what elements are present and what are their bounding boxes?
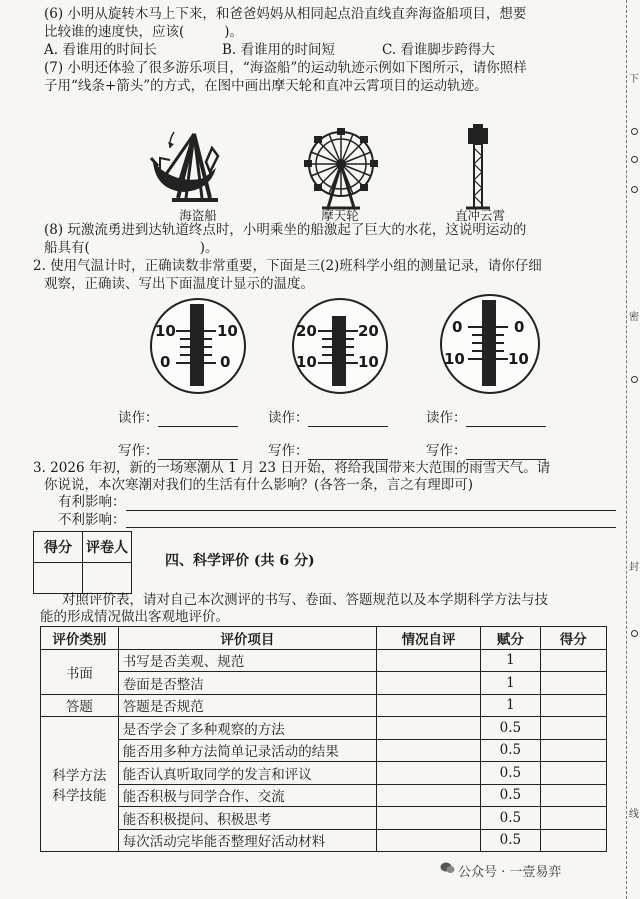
q7-text-line2: 子用“线条+箭头”的方式，在图中画出摩天轮和直冲云霄项目的运动轨迹。 xyxy=(44,78,488,94)
q8-text-line2: 船具有( )。 xyxy=(44,240,219,256)
read-answer-line[interactable] xyxy=(308,426,388,427)
score-cell[interactable] xyxy=(540,717,606,740)
table-header-row xyxy=(41,627,607,650)
write-label: 写作： xyxy=(268,443,309,459)
self-eval-cell[interactable] xyxy=(376,762,480,785)
item-cell: 能否用多种方法简单记录活动的结果 xyxy=(118,739,376,762)
item-cell: 书写是否美观、规范 xyxy=(118,649,376,672)
table-row xyxy=(41,762,607,785)
item-cell: 答题是否规范 xyxy=(118,694,376,717)
wechat-icon xyxy=(440,862,455,874)
q6-text-line1: (6) 小明从旋转木马上下来，和爸爸妈妈从相同起点沿直线直奔海盗船项目，想要 xyxy=(44,6,527,22)
header-self-eval: 情况自评 xyxy=(376,627,480,650)
item-cell: 是否学会了多种观察的方法 xyxy=(118,717,376,740)
scale-label: 20 xyxy=(358,322,379,340)
header-points: 赋分 xyxy=(481,627,540,650)
read-answer-line[interactable] xyxy=(466,426,546,427)
scale-label: 10 xyxy=(296,353,317,371)
drop-tower-image xyxy=(458,122,498,212)
scale-label: 10 xyxy=(358,353,379,371)
write-label: 写作： xyxy=(426,443,467,459)
binding-hole xyxy=(631,128,638,135)
table-row xyxy=(41,829,607,852)
points-cell: 1 xyxy=(481,694,540,717)
option-a[interactable]: A. 看谁用的时间长 xyxy=(44,42,157,58)
scale-label: 10 xyxy=(444,350,465,368)
self-eval-cell[interactable] xyxy=(376,672,480,695)
q3-text-line2: 你说说，本次寒潮对我们的生活有什么影响？(各答一条，言之有理即可) xyxy=(44,477,474,493)
item-cell: 能否积极与同学合作、交流 xyxy=(118,784,376,807)
caption-pirate-ship: 海盗船 xyxy=(179,208,217,223)
item-cell: 能否积极提问、积极思考 xyxy=(118,807,376,830)
scale-label: 20 xyxy=(296,322,317,340)
read-label: 读作： xyxy=(426,410,467,426)
binding-hole xyxy=(631,186,638,193)
self-eval-cell[interactable] xyxy=(376,649,480,672)
bad-effect-label: 不利影响： xyxy=(58,512,126,528)
read-label: 读作： xyxy=(268,410,309,426)
watermark-text: 公众号 · 一壹易弈 xyxy=(458,865,562,880)
points-cell: 0.5 xyxy=(481,829,540,852)
points-cell: 1 xyxy=(481,672,540,695)
good-effect-label: 有利影响： xyxy=(58,494,126,510)
score-cell[interactable] xyxy=(540,807,606,830)
self-eval-cell[interactable] xyxy=(376,739,480,762)
option-b[interactable]: B. 看谁用的时间短 xyxy=(222,42,336,58)
thermometer-1 xyxy=(150,298,246,394)
score-cell[interactable] xyxy=(540,672,606,695)
self-eval-cell[interactable] xyxy=(376,829,480,852)
evaluation-table xyxy=(40,626,607,852)
header-category: 评价类别 xyxy=(41,627,119,650)
table-row xyxy=(41,694,607,717)
ferris-wheel-image xyxy=(300,128,382,210)
table-row xyxy=(41,807,607,830)
binding-hole xyxy=(631,376,638,383)
scale-label: 10 xyxy=(508,350,529,368)
self-eval-cell[interactable] xyxy=(376,807,480,830)
item-cell: 能否认真听取同学的发言和评议 xyxy=(118,762,376,785)
write-label: 写作： xyxy=(118,443,159,459)
points-cell: 0.5 xyxy=(481,739,540,762)
self-eval-cell[interactable] xyxy=(376,717,480,740)
pirate-ship-image xyxy=(148,120,243,210)
binding-hole xyxy=(631,156,638,163)
points-cell: 0.5 xyxy=(481,717,540,740)
margin-mark: 下 xyxy=(629,74,639,85)
section-intro-line2: 能的形成情况做出客观地评价。 xyxy=(40,609,229,625)
item-cell: 每次活动完毕能否整理好活动材料 xyxy=(118,829,376,852)
q2-text-line1: 2. 使用气温计时，正确读数非常重要，下面是三(2)班科学小组的测量记录，请你仔细 xyxy=(33,258,542,274)
points-cell: 0.5 xyxy=(481,762,540,785)
scale-label: 0 xyxy=(160,353,171,371)
item-cell: 卷面是否整洁 xyxy=(118,672,376,695)
scale-label: 0 xyxy=(220,353,231,371)
grader-header: 评卷人 xyxy=(83,532,132,563)
score-cell[interactable] xyxy=(540,829,606,852)
binding-line xyxy=(626,0,627,899)
category-cell: 科学方法 科学技能 xyxy=(41,717,119,852)
score-cell[interactable] xyxy=(540,694,606,717)
caption-ferris-wheel: 摩天轮 xyxy=(321,208,359,223)
q6-options xyxy=(44,42,495,59)
category-cell: 书面 xyxy=(41,649,119,694)
category-cell: 答题 xyxy=(41,694,119,717)
header-item: 评价项目 xyxy=(118,627,376,650)
read-label: 读作： xyxy=(118,410,159,426)
q7-text-line1: (7) 小明还体验了很多游乐项目，“海盗船”的运动轨迹示例如下图所示，请你照样 xyxy=(44,60,527,76)
section-title: 四、科学评价 (共 6 分) xyxy=(165,553,315,569)
table-row xyxy=(41,672,607,695)
margin-mark: 线 xyxy=(629,809,639,820)
option-c[interactable]: C. 看谁脚步跨得大 xyxy=(382,42,495,58)
score-cell[interactable] xyxy=(540,649,606,672)
q8-text-line1: (8) 玩激流勇进到达轨道终点时，小明乘坐的船激起了巨大的水花，这说明运动的 xyxy=(44,222,527,238)
section-intro-line1: 对照评价表，请对自己本次测评的书写、卷面、答题规范以及本学期科学方法与技 xyxy=(62,592,548,608)
score-cell[interactable] xyxy=(540,762,606,785)
score-cell[interactable] xyxy=(540,784,606,807)
score-cell[interactable] xyxy=(540,739,606,762)
scale-label: 0 xyxy=(514,318,525,336)
thermometer-2 xyxy=(292,298,388,394)
margin-mark: 密 xyxy=(629,312,639,323)
score-box xyxy=(33,531,132,594)
caption-drop-tower: 直冲云霄 xyxy=(454,208,505,223)
good-effect-answer-line[interactable] xyxy=(126,510,616,511)
table-row xyxy=(41,784,607,807)
table-row xyxy=(41,649,607,672)
bad-effect-answer-line[interactable] xyxy=(126,527,616,528)
table-row xyxy=(41,739,607,762)
margin-mark: 封 xyxy=(629,562,639,573)
points-cell: 0.5 xyxy=(481,807,540,830)
points-cell: 0.5 xyxy=(481,784,540,807)
q6-text-line2: 比较谁的速度快，应该( )。 xyxy=(44,24,244,40)
scale-label: 0 xyxy=(452,318,463,336)
q2-text-line2: 观察，正确读、写出下面温度计显示的温度。 xyxy=(44,276,314,292)
scale-label: 10 xyxy=(217,322,238,340)
points-cell: 1 xyxy=(481,649,540,672)
q3-text-line1: 3. 2026 年初，新的一场寒潮从 1 月 23 日开始，将给我国带来大范围的雨雪天气。请 xyxy=(33,460,551,476)
scale-label: 10 xyxy=(155,322,176,340)
grader-cell[interactable] xyxy=(83,563,132,594)
self-eval-cell[interactable] xyxy=(376,694,480,717)
self-eval-cell[interactable] xyxy=(376,784,480,807)
read-answer-line[interactable] xyxy=(158,426,238,427)
score-cell[interactable] xyxy=(34,563,83,594)
thermometer-3 xyxy=(440,294,540,394)
score-header: 得分 xyxy=(34,532,83,563)
header-score: 得分 xyxy=(540,627,606,650)
binding-hole xyxy=(631,630,638,637)
table-row xyxy=(41,717,607,740)
